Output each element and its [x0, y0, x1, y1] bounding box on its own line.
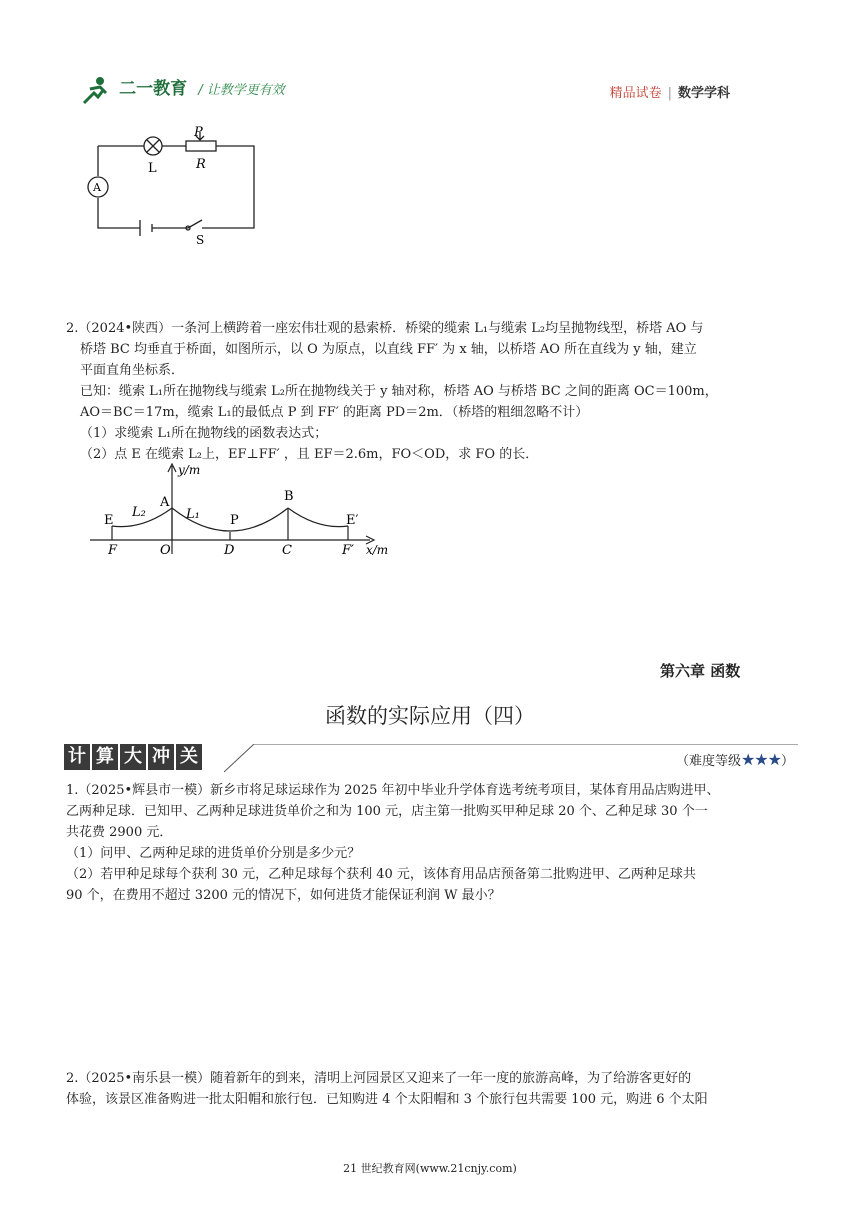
runner-logo-icon	[78, 75, 114, 105]
banner-char: 关	[176, 744, 202, 770]
point-B: B	[284, 489, 294, 504]
question-line: 体验，该景区准备购进一批太阳帽和旅行包．已知购进 4 个太阳帽和 3 个旅行包共需要 100 元，购进 6 个太阳	[66, 1092, 708, 1107]
question-2	[66, 1068, 796, 1110]
question-1	[66, 780, 796, 906]
banner-char: 冲	[148, 744, 174, 770]
question-line: （2）若甲种足球每个获利 30 元，乙种足球每个获利 40 元，该体育用品店预备第二批购进甲、乙两种足球共	[66, 867, 696, 882]
point-E-prime: E′	[346, 513, 359, 528]
bridge-diagram	[90, 462, 400, 562]
problem-line: 桥塔 BC 均垂直于桥面，如图所示，以 O 为原点，以直线 FF′ 为 x 轴，以桥塔 AO 所在直线为 y 轴，建立	[80, 342, 697, 357]
label-L: L	[148, 161, 157, 176]
chapter-title: 第六章 函数	[660, 662, 741, 680]
star-rating-icon: ★★★	[740, 750, 781, 769]
banner-char: 算	[92, 744, 118, 770]
calc-banner	[64, 744, 204, 770]
footer: 21 世纪教育网(www.21cnjy.com)	[343, 1162, 517, 1175]
difficulty-close: ）	[780, 754, 794, 769]
question-line: 90 个，在费用不超过 3200 元的情况下，如何进货才能保证利润 W 最小？	[66, 888, 501, 903]
problem-line: （2）点 E 在缆索 L₂上，EF⊥FF′ ，且 EF＝2.6m，FO＜OD，求 FO 的长．	[80, 447, 539, 462]
difficulty-label: （难度等级	[675, 754, 741, 769]
tag-premium: 精品试卷	[609, 86, 662, 101]
problem-line: 已知：缆索 L₁所在抛物线与缆索 L₂所在抛物线关于 y 轴对称，桥塔 AO 与桥塔 BC 之间的距离 OC＝100m，	[80, 384, 718, 399]
header-logo: 二一教育 / 让教学更有效	[78, 74, 308, 106]
problem-line: AO＝BC＝17m，缆索 L₁的最低点 P 到 FF′ 的距离 PD＝2m．（桥塔的粗细忽略不计）	[80, 405, 589, 420]
question-line: （1）问甲、乙两种足球的进货单价分别是多少元？	[66, 846, 361, 861]
point-A: A	[160, 495, 170, 510]
label-P: P	[194, 125, 203, 140]
question-line: 1.（2025•辉县市一模）新乡市将足球运球作为 2025 年初中毕业升学体育选考统考项目，某体育用品店购进甲、	[66, 783, 720, 798]
question-line: 乙两种足球．已知甲、乙两种足球进货单价之和为 100 元，店主第一批购买甲种足球 20 个、乙种足球 30 个一	[66, 804, 708, 819]
point-P: P	[230, 513, 239, 528]
question-line: 2.（2025•南乐县一模）随着新年的到来，清明上河园景区又迎来了一年一度的旅游高峰，为了给游客更好的	[66, 1071, 692, 1086]
problem-line: 2.（2024•陕西）一条河上横跨着一座宏伟壮观的悬索桥．桥梁的缆索 L₁与缆索 L₂均呈抛物线型，桥塔 AO 与	[66, 321, 704, 336]
y-axis-label: y/m	[178, 463, 201, 477]
logo-text: 二一教育	[119, 79, 188, 99]
point-O: O	[160, 543, 171, 558]
point-F: F	[108, 543, 118, 558]
label-A: A	[93, 181, 101, 194]
problem-bridge	[66, 318, 796, 465]
x-axis-label: x/m	[366, 543, 389, 557]
label-L1: L₁	[186, 507, 200, 522]
point-D: D	[224, 543, 235, 558]
problem-line: 平面直角坐标系．	[80, 363, 185, 378]
label-R: R	[196, 157, 206, 172]
point-E: E	[104, 513, 114, 528]
header-tags: 精品试卷 | 数学学科	[609, 86, 730, 101]
section-title: 函数的实际应用（四）	[325, 704, 535, 728]
slogan: 让教学更有效	[206, 83, 285, 98]
difficulty	[676, 750, 794, 769]
problem-line: （1）求缆索 L₁所在抛物线的函数表达式；	[80, 426, 328, 441]
circuit-diagram	[84, 124, 264, 248]
label-S: S	[196, 233, 205, 247]
banner-char: 大	[120, 744, 146, 770]
point-F-prime: F′	[342, 543, 354, 558]
question-line: 共花费 2900 元．	[66, 825, 173, 840]
banner-char: 计	[64, 744, 90, 770]
label-L2: L₂	[132, 505, 146, 520]
tag-subject: 数学学科	[677, 86, 730, 101]
point-C: C	[282, 543, 292, 558]
